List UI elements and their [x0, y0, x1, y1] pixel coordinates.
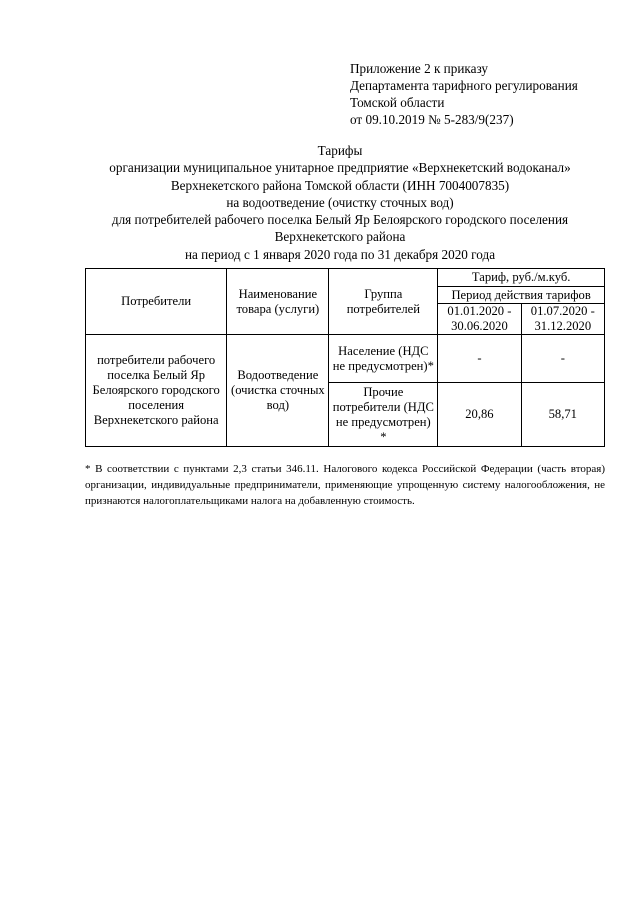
- cell-group: Прочие потребители (НДС не предусмотрен) *: [329, 383, 438, 447]
- title-line-4: на водоотведение (очистку сточных вод): [226, 194, 454, 210]
- title-line-2: организации муниципальное унитарное предприятие «Верхнекетский водоканал»: [109, 160, 571, 176]
- header-consumers: Потребители: [86, 269, 227, 335]
- table-header-row: [86, 269, 605, 287]
- title-line-1: Тарифы: [317, 143, 363, 158]
- header-period: Период действия тарифов: [438, 287, 605, 304]
- cell-group: Население (НДС не предусмотрен)*: [329, 335, 438, 383]
- header-group: Группа потребителей: [329, 269, 438, 335]
- cell-consumers: потребители рабочего поселка Белый Яр Белоярского городского поселения Верхнекетского района: [86, 335, 227, 447]
- appendix-header: [350, 60, 620, 128]
- title-line-5: для потребителей рабочего поселка Белый Яр Белоярского городского поселения: [111, 212, 569, 228]
- appendix-line-2: Департамента тарифного регулирования: [350, 78, 578, 93]
- cell-tariff-p2: 58,71: [521, 383, 604, 447]
- header-period-2: 01.07.2020 - 31.12.2020: [521, 304, 604, 335]
- footnote: * В соответствии с пунктами 2,3 статьи 346.11. Налогового кодекса Российской Федерации (часть вторая) организации, индивидуальные предприниматели, применяющие упрощенную систему налогообложения, не признаются налогоплательщиками налога на добавленную стоимость.: [85, 463, 605, 507]
- title-line-3: Верхнекетского района Томской области (ИНН 7004007835): [170, 177, 510, 193]
- cell-tariff-p2: -: [521, 335, 604, 383]
- cell-tariff-p1: -: [438, 335, 521, 383]
- title-line-6: Верхнекетского района: [274, 229, 406, 245]
- appendix-line-1: Приложение 2 к приказу: [350, 61, 488, 76]
- header-period-1: 01.01.2020 - 30.06.2020: [438, 304, 521, 335]
- title-line-7: на период с 1 января 2020 года по 31 декабря 2020 года: [184, 246, 496, 262]
- appendix-line-3: Томской области: [350, 95, 445, 110]
- document-title: [60, 142, 620, 263]
- tariff-table: [85, 268, 605, 447]
- cell-goods: Водоотведение (очистка сточных вод): [227, 335, 329, 447]
- header-goods: Наименование товара (услуги): [227, 269, 329, 335]
- appendix-line-4: от 09.10.2019 № 5-283/9(237): [350, 112, 514, 127]
- header-tariff: Тариф, руб./м.куб.: [438, 269, 605, 287]
- cell-tariff-p1: 20,86: [438, 383, 521, 447]
- table-row: [86, 335, 605, 383]
